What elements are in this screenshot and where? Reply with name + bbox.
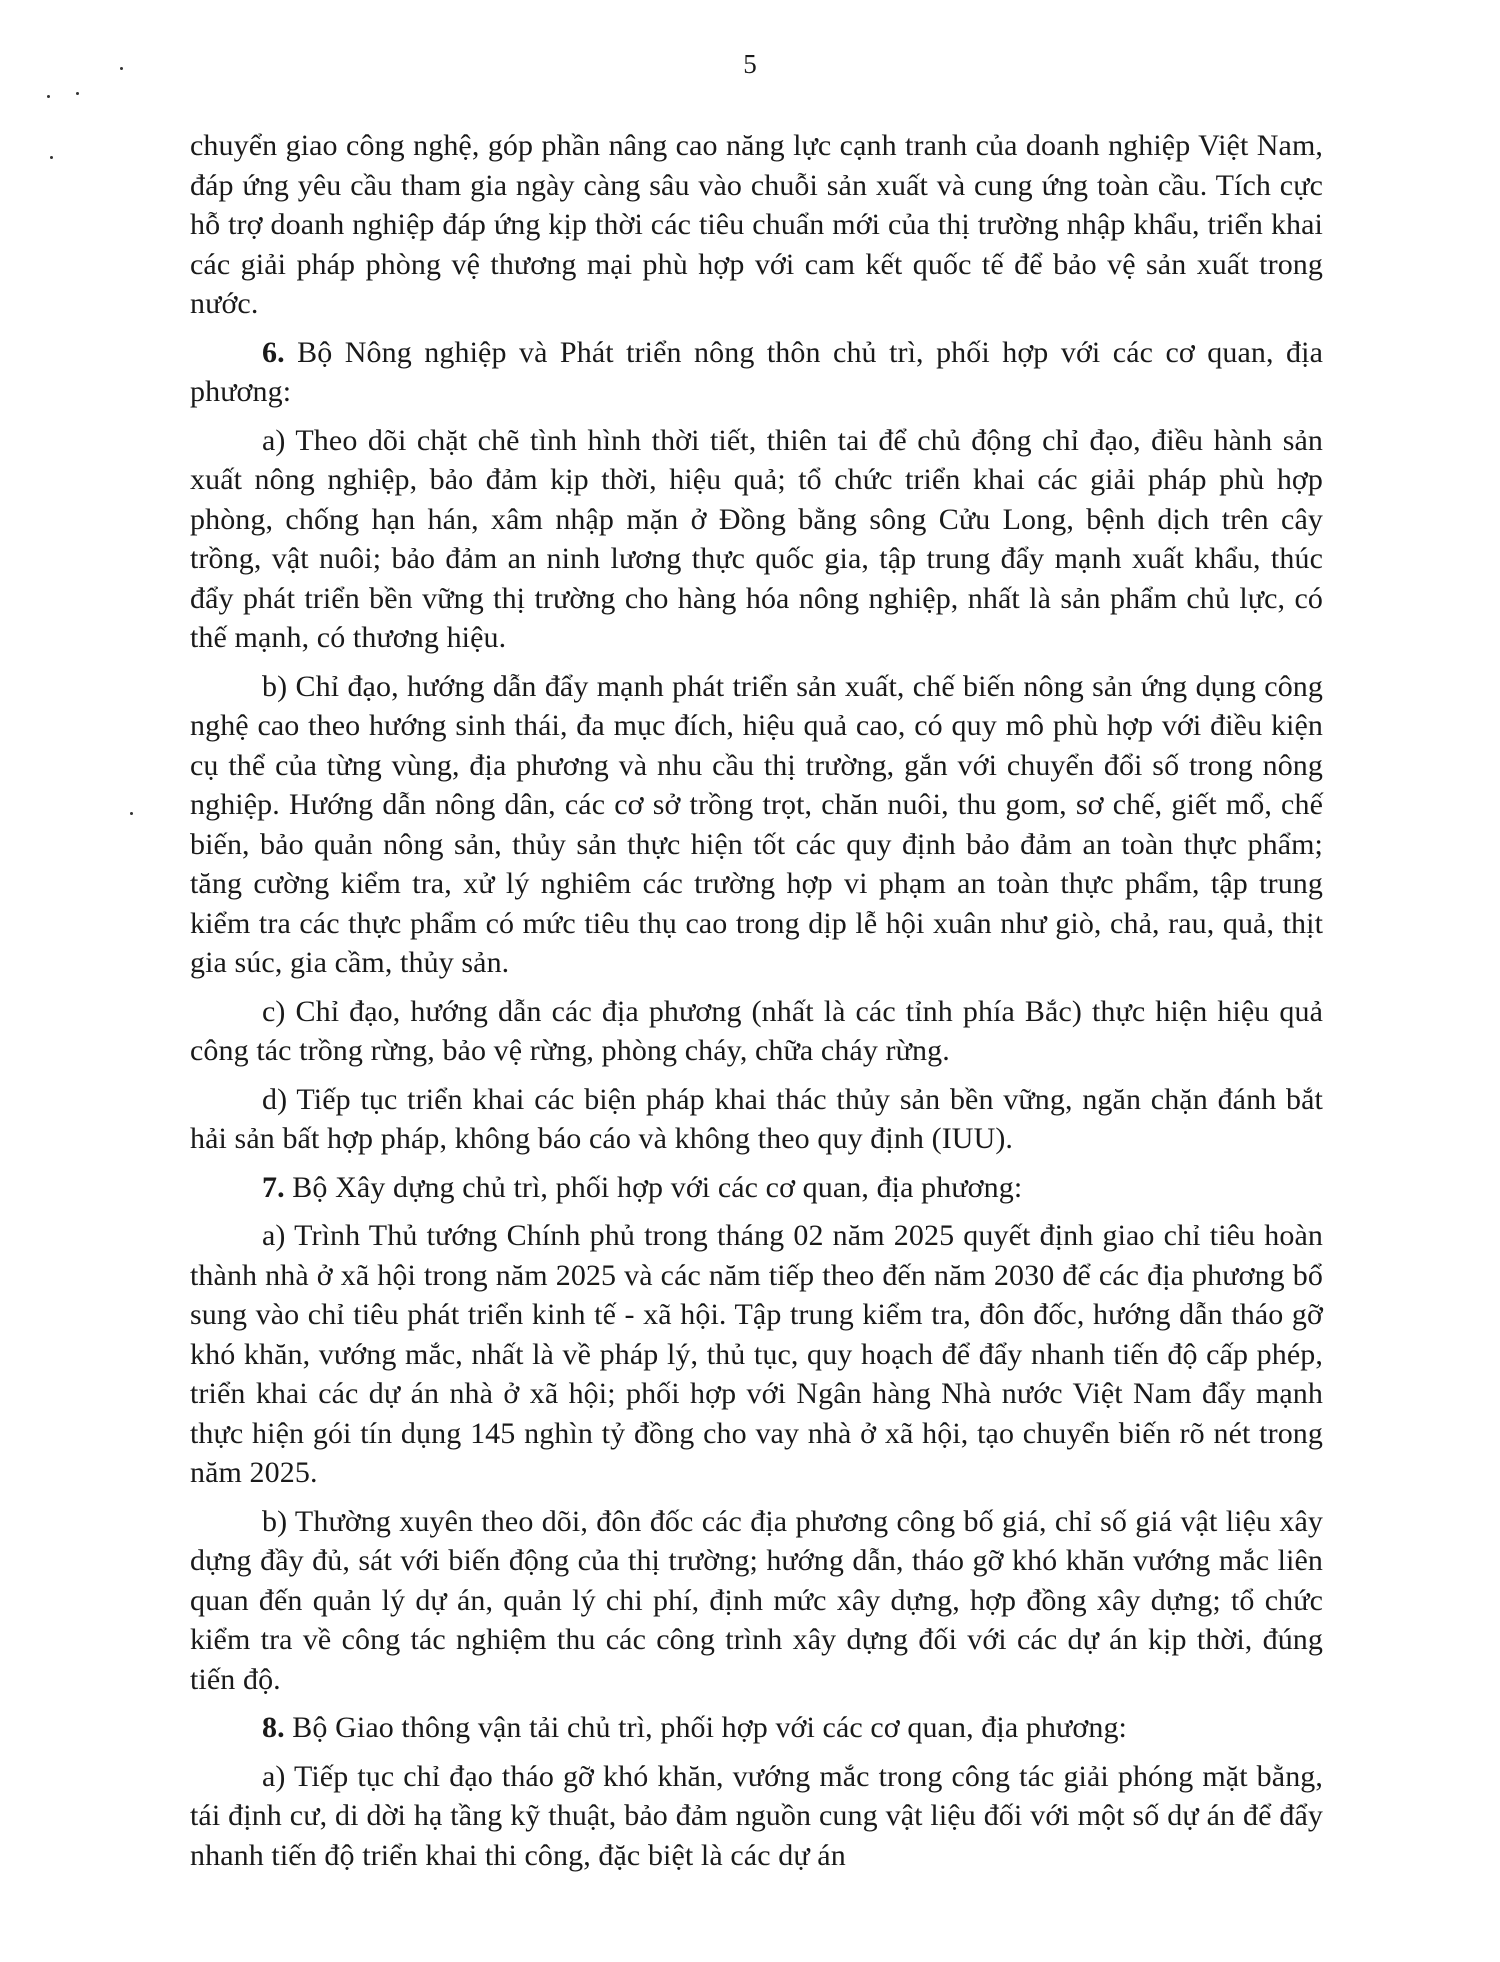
paragraph-text: b) Thường xuyên theo dõi, đôn đốc các địa phương công bố giá, chỉ số giá vật liệu xây dựng đầy đủ, sát với biến động của thị trường; hướng dẫn, tháo gỡ khó khăn vướng mắc liên quan đến quản lý dự án, quản lý chi phí, định mức xây dựng, hợp đồng xây dựng; tổ chức kiểm tra về công tác nghiệm thu các công trình xây dựng đối với các dự án kịp thời, đúng tiến độ. — [190, 1504, 1323, 1696]
scan-speck — [50, 156, 53, 159]
paragraph — [190, 992, 1323, 1071]
section-heading — [190, 1708, 1323, 1748]
paragraph — [190, 1216, 1323, 1493]
section-number: 7. — [262, 1170, 285, 1204]
paragraph-text: Bộ Giao thông vận tải chủ trì, phối hợp với các cơ quan, địa phương: — [284, 1711, 1127, 1744]
scan-speck — [130, 812, 133, 815]
section-number: 8. — [262, 1711, 285, 1744]
paragraph-text: b) Chỉ đạo, hướng dẫn đẩy mạnh phát triển sản xuất, chế biến nông sản ứng dụng công nghệ cao theo hướng sinh thái, đa mục đích, hiệu quả cao, có quy mô phù hợp với điều kiện cụ thể của từng vùng, địa phương và nhu cầu thị trường, gắn với chuyển đổi số trong nông nghiệp. Hướng dẫn nông dân, các cơ sở trồng trọt, chăn nuôi, thu gom, sơ chế, giết mổ, chế biến, bảo quản nông sản, thủy sản thực hiện tốt các quy định bảo đảm an toàn thực phẩm; tăng cường kiểm tra, xử lý nghiêm các trường hợp vi phạm an toàn thực phẩm, tập trung kiểm tra các thực phẩm có mức tiêu thụ cao trong dịp lễ hội xuân như giò, chả, rau, quả, thịt gia súc, gia cầm, thủy sản. — [190, 669, 1323, 979]
paragraph-text: a) Theo dõi chặt chẽ tình hình thời tiết, thiên tai để chủ động chỉ đạo, điều hành sản xuất nông nghiệp, bảo đảm kịp thời, hiệu quả; tổ chức triển khai các giải pháp phù hợp phòng, chống hạn hán, xâm nhập mặn ở Đồng bằng sông Cửu Long, bệnh dịch trên cây trồng, vật nuôi; bảo đảm an ninh lương thực quốc gia, tập trung đẩy mạnh xuất khẩu, thúc đẩy phát triển bền vững thị trường cho hàng hóa nông nghiệp, nhất là sản phẩm chủ lực, có thế mạnh, có thương hiệu. — [190, 423, 1323, 654]
section-heading — [190, 333, 1323, 412]
paragraph-text: a) Trình Thủ tướng Chính phủ trong tháng 02 năm 2025 quyết định giao chỉ tiêu hoàn thành nhà ở xã hội trong năm 2025 và các năm tiếp theo đến năm 2030 để các địa phương bổ sung vào chỉ tiêu phát triển kinh tế - xã hội. Tập trung kiểm tra, đôn đốc, hướng dẫn tháo gỡ khó khăn, vướng mắc, nhất là về pháp lý, thủ tục, quy hoạch để đẩy nhanh tiến độ cấp phép, triển khai các dự án nhà ở xã hội; phối hợp với Ngân hàng Nhà nước Việt Nam đẩy mạnh thực hiện gói tín dụng 145 nghìn tỷ đồng cho vay nhà ở xã hội, tạo chuyển biến rõ nét trong năm 2025. — [190, 1219, 1323, 1489]
scan-speck — [47, 95, 50, 98]
paragraph — [190, 667, 1323, 983]
paragraph-text: Bộ Xây dựng chủ trì, phối hợp với các cơ quan, địa phương: — [284, 1170, 1023, 1204]
paragraph-text: a) Tiếp tục chỉ đạo tháo gỡ khó khăn, vướng mắc trong công tác giải phóng mặt bằng, tái định cư, di dời hạ tầng kỹ thuật, bảo đảm nguồn cung vật liệu đối với một số dự án để đẩy nhanh tiến độ triển khai thi công, đặc biệt là các dự án — [190, 1759, 1323, 1872]
scan-speck — [76, 92, 79, 95]
paragraph — [190, 1080, 1323, 1159]
document-body — [190, 126, 1323, 1884]
paragraph — [190, 421, 1323, 658]
paragraph — [190, 1502, 1323, 1700]
paragraph — [190, 1757, 1323, 1876]
scan-speck — [120, 67, 123, 70]
page-number: 5 — [743, 49, 757, 79]
paragraph — [190, 126, 1323, 324]
section-number: 6. — [262, 335, 285, 369]
paragraph-text: chuyển giao công nghệ, góp phần nâng cao năng lực cạnh tranh của doanh nghiệp Việt Nam, đáp ứng yêu cầu tham gia ngày càng sâu vào chuỗi sản xuất và cung ứng toàn cầu. Tích cực hỗ trợ doanh nghiệp đáp ứng kịp thời các tiêu chuẩn mới của thị trường nhập khẩu, triển khai các giải pháp phòng vệ thương mại phù hợp với cam kết quốc tế để bảo vệ sản xuất trong nước. — [190, 129, 1323, 320]
section-heading — [190, 1168, 1323, 1208]
paragraph-text: Bộ Nông nghiệp và Phát triển nông thôn chủ trì, phối hợp với các cơ quan, địa phương: — [190, 335, 1323, 408]
paragraph-text: c) Chỉ đạo, hướng dẫn các địa phương (nhất là các tỉnh phía Bắc) thực hiện hiệu quả công tác trồng rừng, bảo vệ rừng, phòng cháy, chữa cháy rừng. — [190, 994, 1323, 1067]
paragraph-text: d) Tiếp tục triển khai các biện pháp khai thác thủy sản bền vững, ngăn chặn đánh bắt hải sản bất hợp pháp, không báo cáo và không theo quy định (IUU). — [190, 1082, 1323, 1155]
